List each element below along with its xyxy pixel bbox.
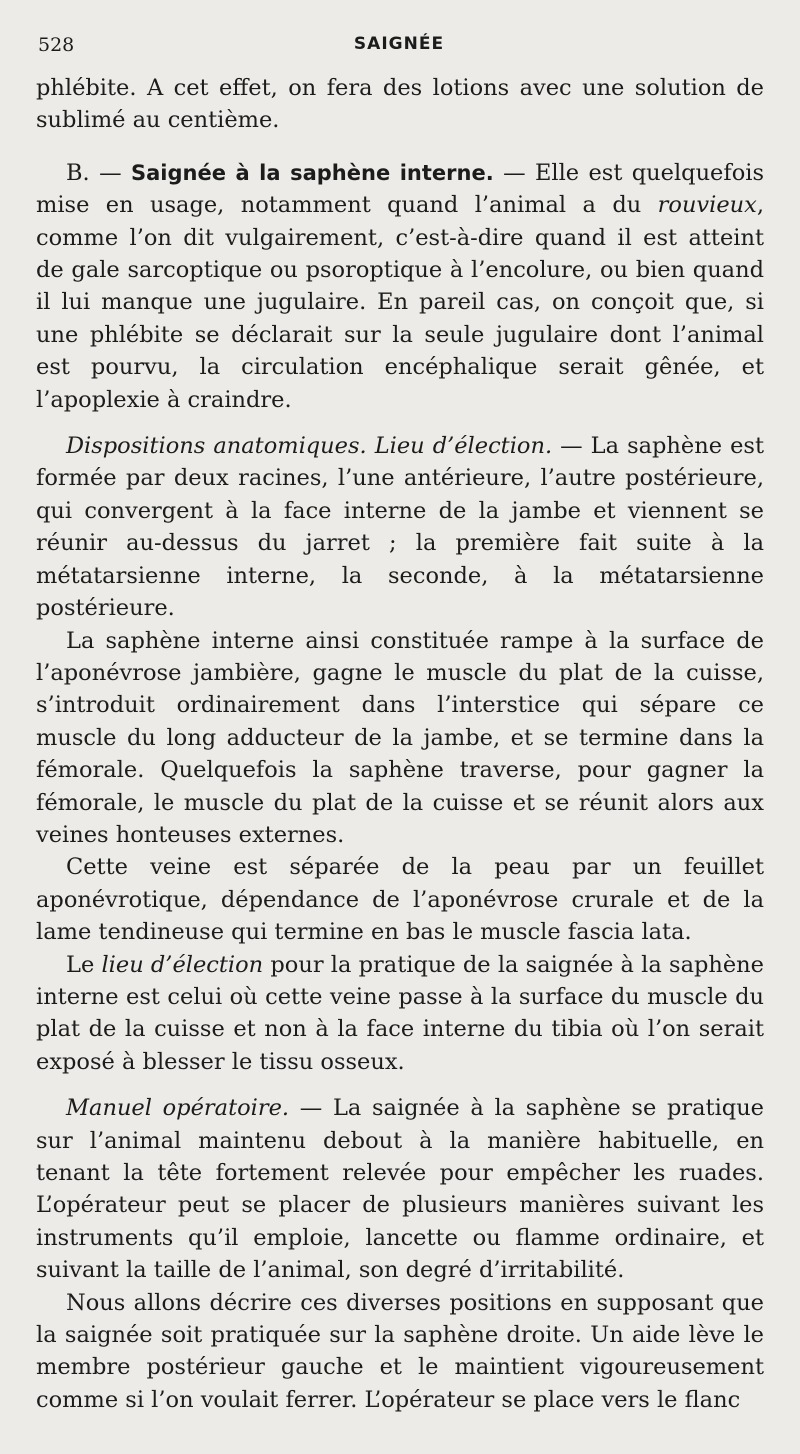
text-body [36, 72, 764, 1416]
paragraph-manuel-operatoire [36, 1092, 764, 1286]
paragraph-text: Le [66, 951, 102, 978]
page-header [38, 34, 760, 58]
paragraph-text: , comme l’on dit vulgairement, c’est-à-dire quand il est atteint de gale sarcoptique ou psoroptique à l’encolure, ou bien quand il lui manque une jugulaire. En pareil cas, on conçoit que, si une phlébite se déclarait sur la seule jugulaire dont l’animal est pourvu, la circulation encéphalique serait gênée, et l’apoplexie à craindre. [36, 192, 764, 413]
paragraph-dispositions [36, 430, 764, 624]
paragraph-feuillet [36, 851, 764, 948]
paragraph-text: pour la pratique de la saignée à la saphène interne est celui où cette veine passe à la surface du muscle du plat de la cuisse et non à la face interne du tibia où l’on serait exposé à blesser le tissu osseux. [36, 951, 764, 1075]
paragraph-phlebite [36, 72, 764, 137]
italic-term: lieu d’élection [101, 951, 264, 978]
paragraph-text: — Elle est quelquefois mise en usage, notamment quand l’animal a du [36, 159, 764, 219]
italic-term: rouvieux [657, 192, 757, 219]
paragraph-text: Nous allons décrire ces diverses positions en supposant que la saignée soit pratiquée sur la saphène droite. Un aide lève le membre postérieur gauche et le maintient vigoureusement comme si l’on voulait ferrer. L’opérateur se place vers le flanc [36, 1289, 764, 1413]
page-number: 528 [38, 34, 75, 56]
paragraph-text: phlébite. A cet effet, on fera des lotions avec une solution de sublimé au centième. [36, 75, 764, 134]
paragraph-saphene-trajet [36, 625, 764, 852]
paragraph-text: Cette veine est séparée de la peau par un feuillet aponévrotique, dépendance de l’aponévrose crurale et de la lame tendineuse qui termine en bas le muscle fascia lata. [36, 854, 764, 946]
paragraph-text: La saphène interne ainsi constituée rampe à la surface de l’aponévrose jambière, gagne le muscle du plat de la cuisse, s’introduit ordinairement dans l’interstice qui sépare ce muscle du long adducteur de la jambe, et se termine dans la fémorale. Quelquefois la saphène traverse, pour gagner la fémorale, le muscle du plat de la cuisse et se réunit alors aux veines honteuses externes. [36, 627, 764, 848]
section-title: Saignée à la saphène interne. [130, 160, 494, 185]
section-label: B. — [66, 159, 131, 186]
running-title: SAIGNÉE [353, 34, 445, 54]
paragraph-text: — La saphène est formée par deux racines, l’une antérieure, l’autre postérieure, qui convergent à la face interne de la jambe et viennent se réunir au-dessus du jarret ; la première fait suite à la métatarsienne interne, la seconde, à la métatarsienne postérieure. [36, 433, 764, 622]
paragraph-positions [36, 1287, 764, 1417]
paragraph-lieu-election [36, 949, 764, 1079]
subsection-title: Manuel opératoire. [66, 1095, 290, 1122]
subsection-title: Dispositions anatomiques. Lieu d’élection. [66, 433, 553, 460]
section-b-saphene-interne [36, 157, 764, 416]
paragraph-text: — La saignée à la saphène se pratique sur l’animal maintenu debout à la manière habituelle, en tenant la tête fortement relevée pour empêcher les ruades. L’opérateur peut se placer de plusieurs manières suivant les instruments qu’il emploie, lancette ou flamme ordinaire, et suivant la taille de l’animal, son degré d’irritabilité. [36, 1095, 764, 1284]
